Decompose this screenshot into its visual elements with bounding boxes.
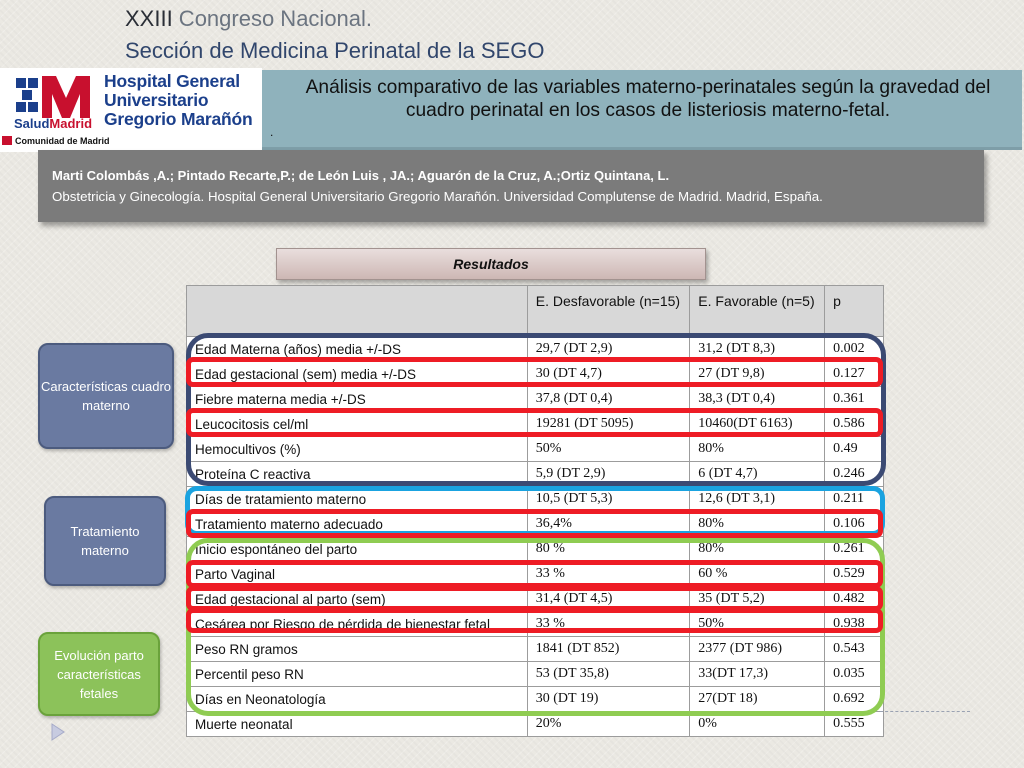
table-row — [187, 362, 884, 387]
hospital-name — [104, 72, 252, 129]
table-row — [187, 537, 884, 562]
hospital-name-line-1: Hospital General — [104, 71, 240, 91]
unfavorable-cell: 1841 (DT 852) — [527, 637, 690, 662]
results-label: Resultados — [453, 256, 529, 272]
table-row — [187, 562, 884, 587]
p-value-cell: 0.211 — [825, 487, 884, 512]
maternal-treatment-label: Tratamiento materno — [44, 496, 166, 586]
p-value-cell: 0.543 — [825, 637, 884, 662]
unfavorable-cell: 5,9 (DT 2,9) — [527, 462, 690, 487]
table-row — [187, 462, 884, 487]
comunidad-madrid-logo — [2, 136, 110, 146]
favorable-cell: 33(DT 17,3) — [690, 662, 825, 687]
fetal-outcome-label: Evolución parto características fetales — [38, 632, 160, 716]
unfavorable-cell: 31,4 (DT 4,5) — [527, 587, 690, 612]
table-row — [187, 587, 884, 612]
table-header-favorable: E. Favorable (n=5) — [690, 286, 825, 337]
favorable-cell: 38,3 (DT 0,4) — [690, 387, 825, 412]
variable-cell: Edad gestacional al parto (sem) — [187, 587, 528, 612]
salud-text: Salud — [14, 116, 50, 131]
unfavorable-cell: 37,8 (DT 0,4) — [527, 387, 690, 412]
favorable-cell: 2377 (DT 986) — [690, 637, 825, 662]
favorable-cell: 50% — [690, 612, 825, 637]
title-dot: . — [270, 125, 274, 139]
p-value-cell: 0.106 — [825, 512, 884, 537]
variable-cell: Parto Vaginal — [187, 562, 528, 587]
p-value-cell: 0.529 — [825, 562, 884, 587]
table-row — [187, 512, 884, 537]
congress-number: XXIII — [125, 6, 173, 31]
favorable-cell: 10460(DT 6163) — [690, 412, 825, 437]
unfavorable-cell: 30 (DT 19) — [527, 687, 690, 712]
variable-cell: Inicio espontáneo del parto — [187, 537, 528, 562]
hospital-name-line-3: Gregorio Marañón — [104, 109, 253, 129]
variable-cell: Edad gestacional (sem) media +/-DS — [187, 362, 528, 387]
unfavorable-cell: 50% — [527, 437, 690, 462]
unfavorable-cell: 36,4% — [527, 512, 690, 537]
congress-name: Congreso Nacional. — [172, 6, 373, 31]
variable-cell: Percentil peso RN — [187, 662, 528, 687]
p-value-cell: 0.246 — [825, 462, 884, 487]
variable-cell: Días de tratamiento materno — [187, 487, 528, 512]
unfavorable-cell: 33 % — [527, 612, 690, 637]
table-header-unfavorable: E. Desfavorable (n=15) — [527, 286, 690, 337]
p-value-cell: 0.586 — [825, 412, 884, 437]
table-row — [187, 412, 884, 437]
favorable-cell: 12,6 (DT 3,1) — [690, 487, 825, 512]
author-names: Marti Colombás ,A.; Pintado Recarte,P.; de León Luis , JA.; Aguarón de la Cruz, A.;Ortiz Quintana, L. — [52, 168, 670, 183]
unfavorable-cell: 19281 (DT 5095) — [527, 412, 690, 437]
favorable-cell: 27(DT 18) — [690, 687, 825, 712]
p-value-cell: 0.002 — [825, 337, 884, 362]
p-value-cell: 0.127 — [825, 362, 884, 387]
author-affiliation: Obstetricia y Ginecología. Hospital General Universitario Gregorio Marañón. Universidad Complutense de Madrid. Madrid, España. — [52, 189, 823, 204]
favorable-cell: 80% — [690, 537, 825, 562]
congress-title — [125, 6, 372, 32]
variable-cell: Tratamiento materno adecuado — [187, 512, 528, 537]
dashed-divider — [880, 711, 970, 712]
nav-arrow-icon[interactable] — [50, 722, 66, 742]
table-row — [187, 612, 884, 637]
variable-cell: Cesárea por Riesgo de pérdida de bienestar fetal — [187, 612, 528, 637]
hospital-name-line-2: Universitario — [104, 90, 209, 110]
flag-icon — [2, 136, 12, 145]
unfavorable-cell: 80 % — [527, 537, 690, 562]
unfavorable-cell: 53 (DT 35,8) — [527, 662, 690, 687]
unfavorable-cell: 33 % — [527, 562, 690, 587]
table-row — [187, 487, 884, 512]
unfavorable-cell: 30 (DT 4,7) — [527, 362, 690, 387]
variable-cell: Fiebre materna media +/-DS — [187, 387, 528, 412]
salud-madrid-logo — [14, 116, 92, 131]
slide-title: Análisis comparativo de las variables materno-perinatales según la gravedad del cuadro perinatal en los casos de listeriosis materno-fetal. — [305, 77, 991, 121]
variable-cell: Proteína C reactiva — [187, 462, 528, 487]
p-value-cell: 0.49 — [825, 437, 884, 462]
table-row — [187, 337, 884, 362]
favorable-cell: 80% — [690, 512, 825, 537]
p-value-cell: 0.555 — [825, 712, 884, 737]
p-value-cell: 0.938 — [825, 612, 884, 637]
comunidad-text: Comunidad de Madrid — [15, 136, 110, 146]
madrid-text: Madrid — [49, 116, 93, 131]
favorable-cell: 80% — [690, 437, 825, 462]
p-value-cell: 0.361 — [825, 387, 884, 412]
authors-block — [52, 165, 972, 207]
table-row — [187, 712, 884, 737]
favorable-cell: 27 (DT 9,8) — [690, 362, 825, 387]
results-table — [186, 285, 884, 737]
p-value-cell: 0.482 — [825, 587, 884, 612]
p-value-cell: 0.692 — [825, 687, 884, 712]
section-title: Sección de Medicina Perinatal de la SEGO — [125, 38, 545, 63]
favorable-cell: 35 (DT 5,2) — [690, 587, 825, 612]
variable-cell: Peso RN gramos — [187, 637, 528, 662]
table-row — [187, 662, 884, 687]
maternal-characteristics-label: Características cuadro materno — [38, 343, 174, 449]
variable-cell: Hemocultivos (%) — [187, 437, 528, 462]
table-row — [187, 437, 884, 462]
variable-cell: Días en Neonatología — [187, 687, 528, 712]
variable-cell: Edad Materna (años) media +/-DS — [187, 337, 528, 362]
table-header-variable — [187, 286, 528, 337]
variable-cell: Muerte neonatal — [187, 712, 528, 737]
p-value-cell: 0.035 — [825, 662, 884, 687]
unfavorable-cell: 10,5 (DT 5,3) — [527, 487, 690, 512]
unfavorable-cell: 20% — [527, 712, 690, 737]
p-value-cell: 0.261 — [825, 537, 884, 562]
table-header-row — [187, 286, 884, 337]
table-header-p: p — [825, 286, 884, 337]
favorable-cell: 60 % — [690, 562, 825, 587]
favorable-cell: 0% — [690, 712, 825, 737]
table-row — [187, 387, 884, 412]
table-row — [187, 687, 884, 712]
unfavorable-cell: 29,7 (DT 2,9) — [527, 337, 690, 362]
favorable-cell: 6 (DT 4,7) — [690, 462, 825, 487]
table-row — [187, 637, 884, 662]
variable-cell: Leucocitosis cel/ml — [187, 412, 528, 437]
favorable-cell: 31,2 (DT 8,3) — [690, 337, 825, 362]
